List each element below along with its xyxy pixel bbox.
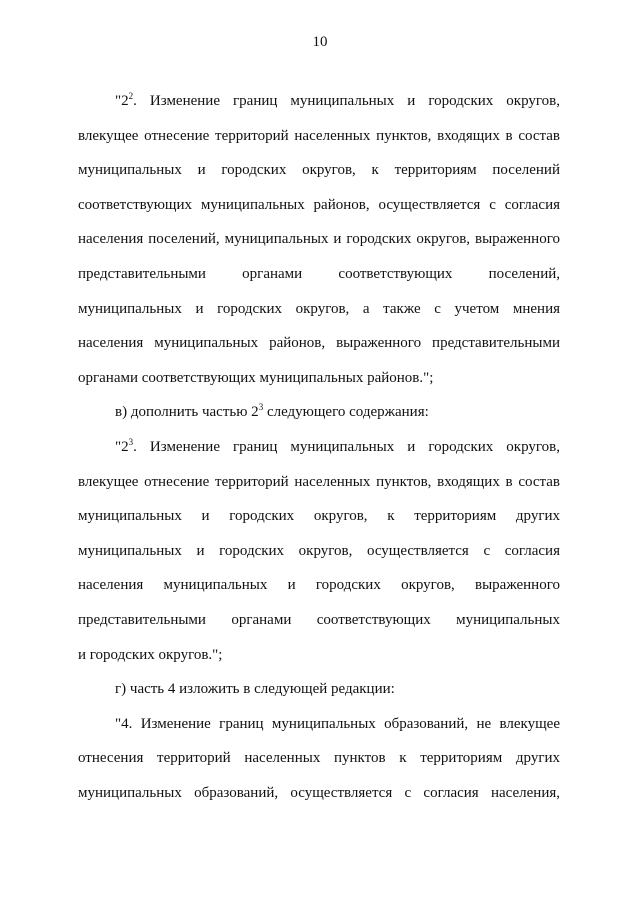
text-line: и городских округов."; [78, 646, 223, 663]
superscript: 3 [258, 402, 264, 413]
paragraph [78, 672, 560, 707]
text-line: населения поселений, муниципальных и городских округов, выраженного [78, 231, 560, 248]
text-run: следующего содержания: [263, 404, 429, 421]
text-line: населения муниципальных районов, выраженного представительными [78, 335, 560, 352]
text-line: влекущее отнесение территорий населенных пунктов, входящих в состав [78, 127, 560, 144]
text-line: г) часть 4 изложить в следующей редакции: [115, 681, 395, 698]
text-run: в) дополнить частью 2 [115, 404, 259, 421]
text-line: представительными органами соответствующих поселений, [78, 265, 560, 282]
text-line [78, 430, 560, 465]
text-line: влекущее отнесение территорий населенных пунктов, входящих в состав [78, 473, 560, 490]
superscript: 3 [128, 436, 134, 447]
text-line: соответствующих муниципальных районов, осуществляется с согласия [78, 196, 560, 213]
text-run: . Изменение границ муниципальных и городских округов, [133, 438, 560, 455]
text-line: органами соответствующих муниципальных районов."; [78, 369, 434, 386]
text-run: . Изменение границ муниципальных и городских округов, [133, 93, 560, 109]
text-line: отнесения территорий населенных пунктов к территориям других [78, 750, 560, 767]
text-run: "2 [115, 438, 129, 455]
paragraph [78, 707, 560, 811]
text-line: муниципальных и городских округов, осуществляется с согласия [78, 542, 560, 559]
paragraph [78, 84, 560, 395]
text-run: "2 [115, 93, 129, 109]
text-line [78, 395, 560, 430]
paragraph [78, 395, 560, 430]
paragraph [78, 430, 560, 672]
document-body [78, 84, 560, 810]
text-line: населения муниципальных и городских округов, выраженного [78, 577, 560, 594]
text-line: муниципальных образований, осуществляется с согласия населения, [78, 784, 560, 801]
text-line [78, 84, 560, 119]
text-line: представительными органами соответствующих муниципальных [78, 611, 560, 628]
text-line: "4. Изменение границ муниципальных образований, не влекущее [115, 715, 560, 732]
page-number: 10 [312, 34, 328, 50]
text-line: муниципальных и городских округов, к территориям поселений [78, 162, 560, 179]
superscript: 2 [128, 91, 134, 101]
text-line: муниципальных и городских округов, а также с учетом мнения [78, 300, 560, 317]
text-line: муниципальных и городских округов, к территориям других [78, 508, 560, 525]
